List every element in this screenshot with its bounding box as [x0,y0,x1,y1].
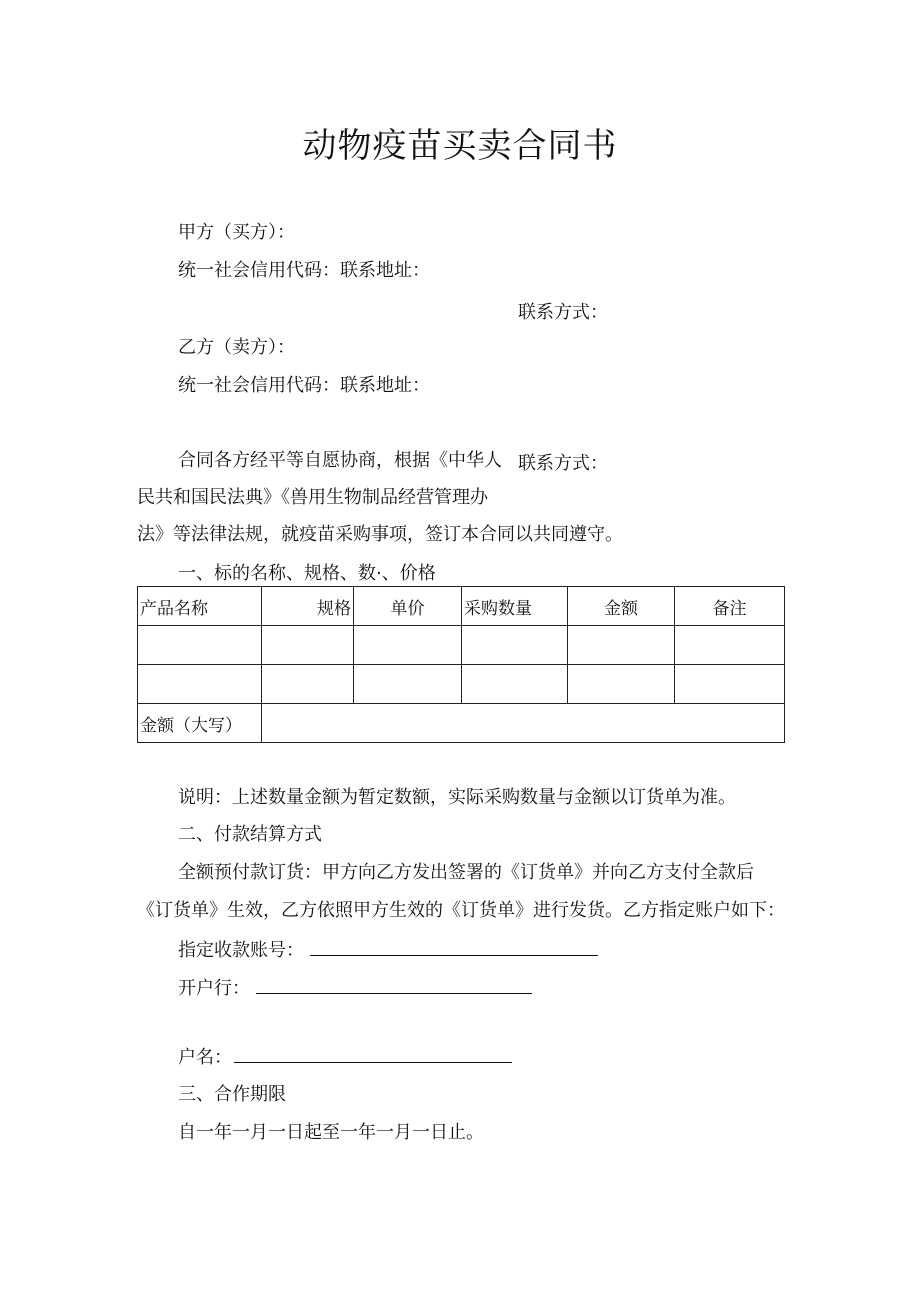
table-cell[interactable] [462,665,568,704]
table-cell[interactable] [675,665,785,704]
account-name-row [178,1044,512,1070]
account-number-row [178,937,598,963]
table-cell[interactable] [354,626,462,665]
table-cell[interactable] [262,626,354,665]
intro-line-3: 法》等法律法规，就疫苗采购事项，签订本合同以共同遵守。 [137,524,623,545]
table-row [138,665,785,704]
account-name-blank[interactable] [234,1044,512,1063]
term-line: 自一年一月一日起至一年一月一日止。 [178,1122,484,1143]
table-cell[interactable] [462,626,568,665]
header-amount: 金额 [568,587,675,626]
header-quantity: 采购数量 [462,587,568,626]
account-number-label: 指定收款账号： [178,940,304,961]
table-header-row [138,587,785,626]
party-b-credit-address: 统一社会信用代码：联系地址： [178,375,430,396]
total-amount-value[interactable] [262,704,785,743]
table-cell[interactable] [354,665,462,704]
bank-label: 开户行： [178,978,250,999]
account-number-blank[interactable] [310,937,598,956]
table-row [138,626,785,665]
section-3-heading: 三、合作期限 [178,1084,286,1105]
table-cell[interactable] [568,665,675,704]
party-b-contact: 联系方式： [518,453,608,474]
table-cell[interactable] [568,626,675,665]
document-title: 动物疫苗买卖合同书 [302,126,618,166]
header-remarks: 备注 [675,587,785,626]
product-table [137,586,785,743]
table-cell[interactable] [138,626,262,665]
note-text: 说明：上述数量金额为暂定数额，实际采购数量与金额以订货单为准。 [178,787,736,808]
account-name-label: 户名： [178,1047,232,1068]
bank-row [178,975,532,1001]
intro-line-2: 民共和国民法典》《兽用生物制品经营管理办 [137,487,488,508]
total-amount-label: 金额（大写） [138,704,262,743]
table-cell[interactable] [262,665,354,704]
table-cell[interactable] [675,626,785,665]
header-unit-price: 单价 [354,587,462,626]
payment-line-2: 《订货单》生效，乙方依照甲方生效的《订货单》进行发货。乙方指定账户如下： [137,900,785,921]
section-2-heading: 二、付款结算方式 [178,824,322,845]
party-a-credit-address: 统一社会信用代码：联系地址： [178,260,430,281]
bank-blank[interactable] [256,975,532,994]
party-b-label: 乙方（卖方）： [178,337,295,358]
party-a-contact: 联系方式： [518,302,608,323]
party-a-label: 甲方（买方）： [178,222,295,243]
section-1-heading: 一、标的名称、规格、数·、价格 [178,563,436,584]
table-cell[interactable] [138,665,262,704]
intro-line-1: 合同各方经平等自愿协商，根据《中华人 [178,450,502,471]
payment-line-1: 全额预付款订货：甲方向乙方发出签署的《订货单》并向乙方支付全款后 [178,862,754,883]
header-spec: 规格 [262,587,354,626]
table-total-row [138,704,785,743]
header-product-name: 产品名称 [138,587,262,626]
